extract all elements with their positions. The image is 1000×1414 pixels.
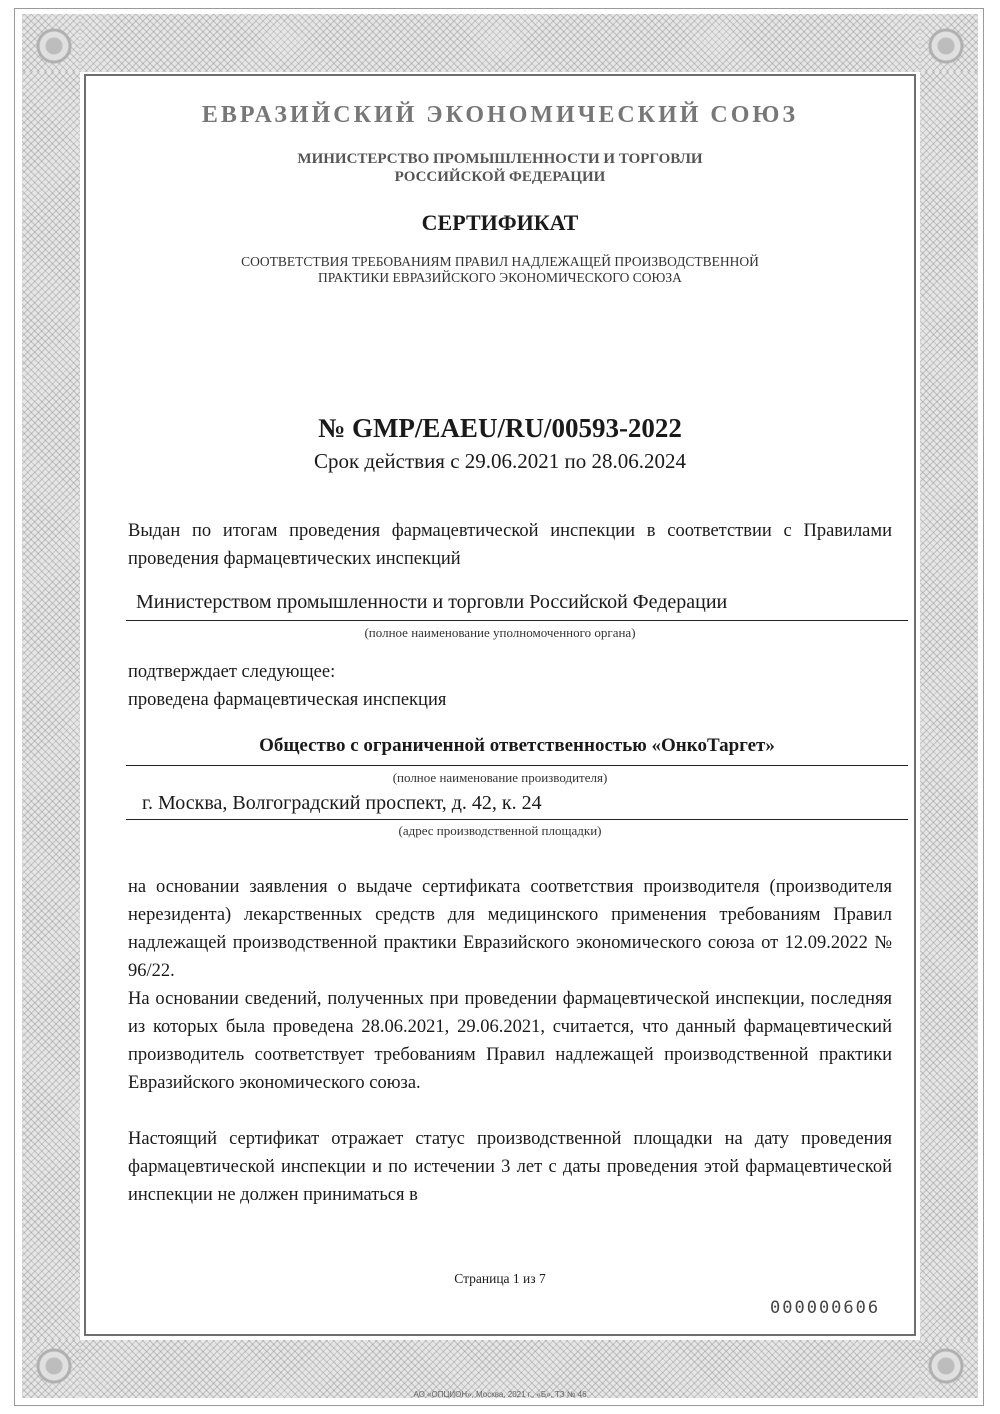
authority-name: Министерством промышленности и торговли Российской Федерации: [136, 591, 728, 613]
certificate-number: № GMP/EAEU/RU/00593-2022: [318, 413, 682, 443]
ministry-header: [0, 150, 1000, 186]
basis-text: на основании заявления о выдаче сертификата соответствия производителя (производителя нерезидента) лекарственных средств для медицинского применения требованиям Правил надлежащей производственной практики Евразийского экономического союза от 12.09.2022 № 96/22.: [128, 877, 892, 981]
status-text: Настоящий сертификат отражает статус производственной площадки на дату проведения фармацевтической инспекции и по истечении 3 лет с даты проведения этой фармацевтической инспекции не должен приниматься в: [128, 1129, 892, 1205]
authority-caption: (полное наименование уполномоченного органа): [364, 625, 636, 640]
issued-text: Выдан по итогам проведения фармацевтической инспекции в соответствии с Правилами проведения фармацевтических инспекций: [128, 521, 892, 569]
manufacturer-name: Общество с ограниченной ответственностью «ОнкоТаргет»: [259, 735, 775, 756]
address-value: г. Москва, Волгоградский проспект, д. 42, к. 24: [142, 792, 542, 814]
manufacturer-field: [126, 735, 908, 766]
ministry-line-2: РОССИЙСКОЙ ФЕДЕРАЦИИ: [394, 169, 606, 185]
page-number: Страница 1 из 7: [454, 1271, 546, 1286]
ministry-line-1: МИНИСТЕРСТВО ПРОМЫШЛЕННОСТИ И ТОРГОВЛИ: [297, 151, 703, 167]
certificate-title: СЕРТИФИКАТ: [421, 210, 579, 235]
certificate-subtitle: [0, 254, 1000, 286]
corner-ornament: [26, 18, 82, 74]
subtitle-line-2: ПРАКТИКИ ЕВРАЗИЙСКОГО ЭКОНОМИЧЕСКОГО СОЮЗА: [318, 270, 682, 285]
union-header: ЕВРАЗИЙСКИЙ ЭКОНОМИЧЕСКИЙ СОЮЗ: [201, 102, 799, 128]
subtitle-line-1: СООТВЕТСТВИЯ ТРЕБОВАНИЯМ ПРАВИЛ НАДЛЕЖАЩЕЙ ПРОИЗВОДСТВЕННОЙ: [241, 254, 759, 269]
confirms-text: подтверждает следующее:: [128, 662, 336, 682]
corner-ornament: [918, 1338, 974, 1394]
address-caption: (адрес производственной площадки): [398, 823, 602, 838]
address-field: [126, 792, 908, 820]
manufacturer-caption: (полное наименование производителя): [392, 770, 608, 785]
inspection-text: проведена фармацевтическая инспекция: [128, 690, 447, 710]
corner-ornament: [918, 18, 974, 74]
findings-text: На основании сведений, полученных при проведении фармацевтической инспекции, последняя из которых была проведена 28.06.2021, 29.06.2021, считается, что данный фармацевтический производитель соответствует требованиям Правил надлежащей производственной практики Евразийского экономического союза.: [128, 989, 892, 1093]
authority-field: [126, 591, 908, 621]
serial-number: 000000606: [770, 1298, 881, 1318]
corner-ornament: [26, 1338, 82, 1394]
printer-imprint: АО «ОПЦИОН», Москва, 2021 г., «Б», ТЗ № 46: [413, 1390, 587, 1399]
validity-period: Срок действия с 29.06.2021 по 28.06.2024: [313, 449, 687, 473]
